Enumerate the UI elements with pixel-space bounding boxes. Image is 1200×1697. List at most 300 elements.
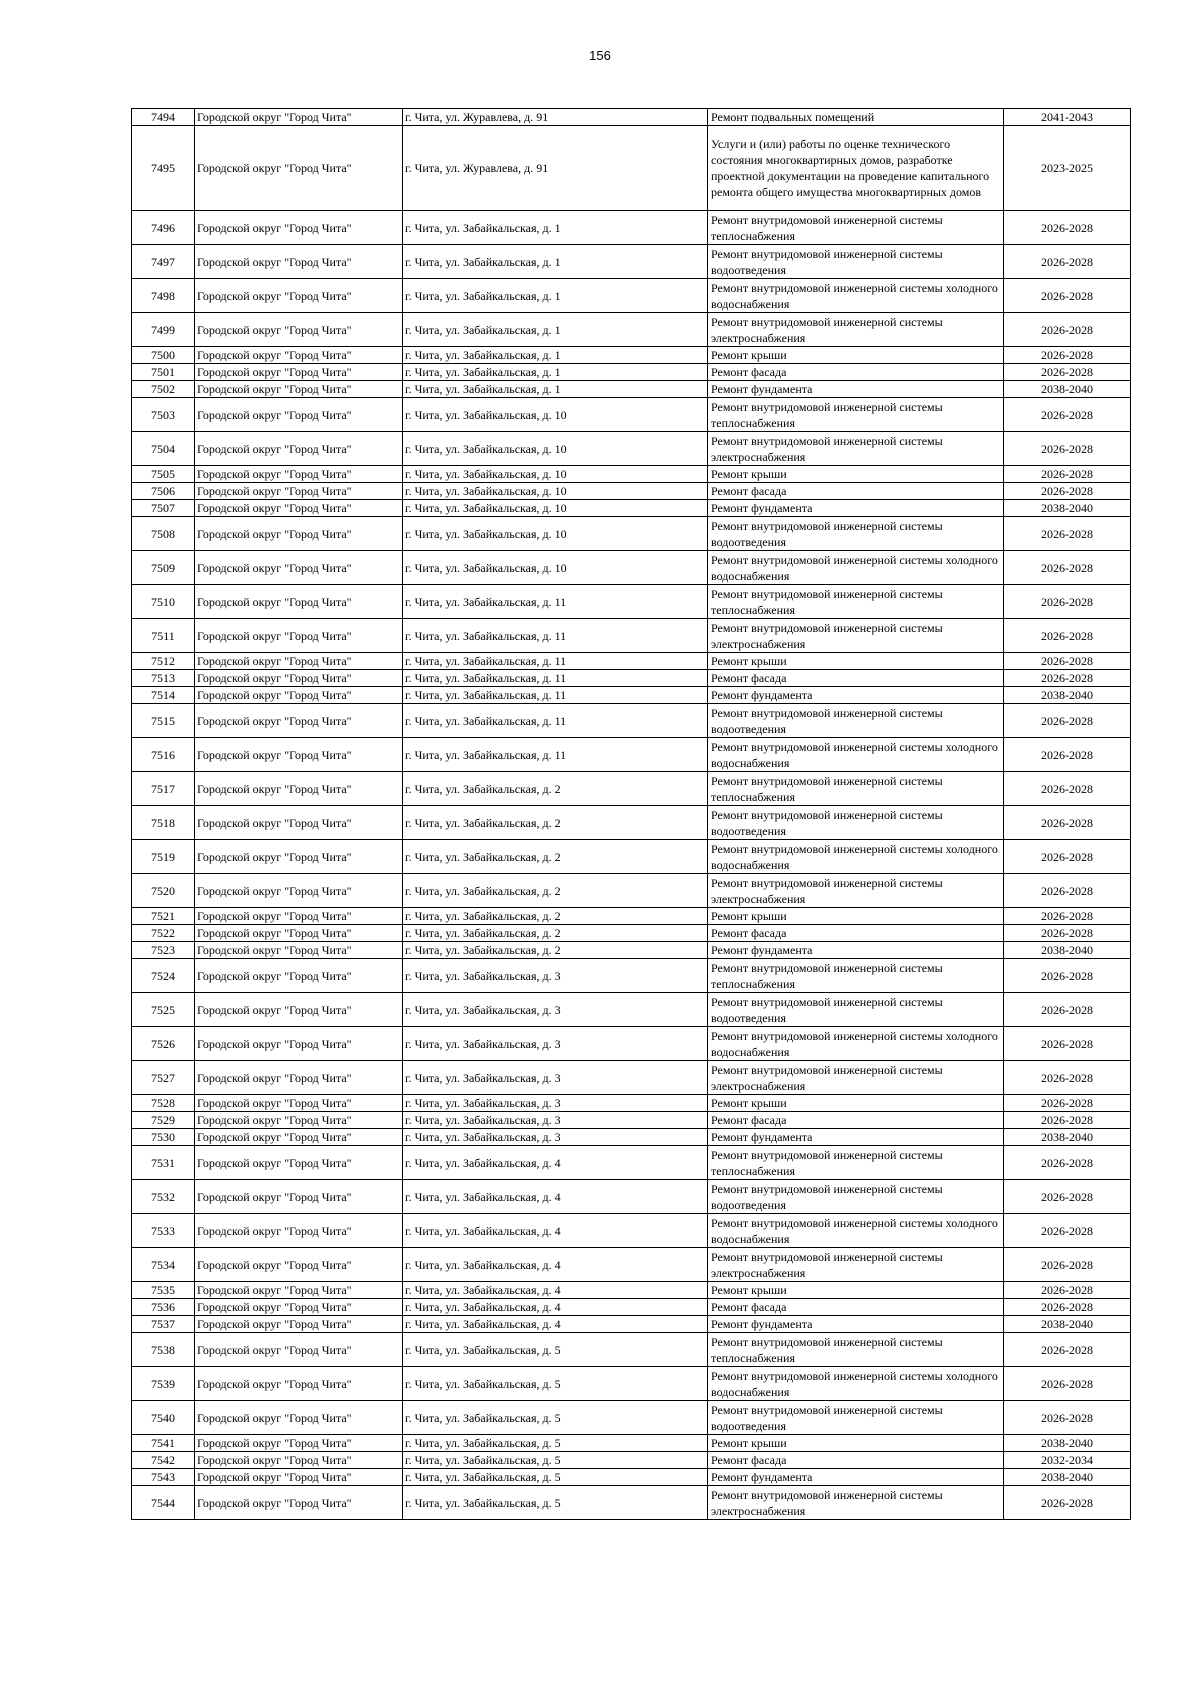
cell-number: 7507 xyxy=(132,500,195,517)
cell-number: 7501 xyxy=(132,364,195,381)
cell-district: Городской округ "Город Чита" xyxy=(195,279,403,313)
cell-district: Городской округ "Город Чита" xyxy=(195,432,403,466)
cell-district: Городской округ "Город Чита" xyxy=(195,959,403,993)
table-row xyxy=(132,1333,1131,1367)
cell-work-type: Ремонт внутридомовой инженерной системы электроснабжения xyxy=(708,1061,1004,1095)
cell-district: Городской округ "Город Чита" xyxy=(195,738,403,772)
cell-address: г. Чита, ул. Забайкальская, д. 2 xyxy=(403,942,708,959)
cell-period: 2026-2028 xyxy=(1004,364,1131,381)
table-row xyxy=(132,313,1131,347)
table-row xyxy=(132,585,1131,619)
cell-work-type: Ремонт внутридомовой инженерной системы электроснабжения xyxy=(708,874,1004,908)
table-row xyxy=(132,959,1131,993)
cell-district: Городской округ "Город Чита" xyxy=(195,483,403,500)
cell-work-type: Ремонт внутридомовой инженерной системы теплоснабжения xyxy=(708,959,1004,993)
cell-address: г. Чита, ул. Забайкальская, д. 11 xyxy=(403,738,708,772)
cell-district: Городской округ "Город Чита" xyxy=(195,109,403,126)
cell-work-type: Ремонт внутридомовой инженерной системы теплоснабжения xyxy=(708,1333,1004,1367)
cell-period: 2026-2028 xyxy=(1004,466,1131,483)
cell-district: Городской округ "Город Чита" xyxy=(195,551,403,585)
cell-number: 7510 xyxy=(132,585,195,619)
cell-district: Городской округ "Город Чита" xyxy=(195,840,403,874)
table-row xyxy=(132,381,1131,398)
table-row xyxy=(132,925,1131,942)
cell-address: г. Чита, ул. Забайкальская, д. 4 xyxy=(403,1180,708,1214)
table-row xyxy=(132,1129,1131,1146)
cell-district: Городской округ "Город Чита" xyxy=(195,1452,403,1469)
cell-number: 7528 xyxy=(132,1095,195,1112)
table-row xyxy=(132,942,1131,959)
cell-number: 7526 xyxy=(132,1027,195,1061)
table-row xyxy=(132,619,1131,653)
cell-number: 7539 xyxy=(132,1367,195,1401)
cell-work-type: Ремонт внутридомовой инженерной системы электроснабжения xyxy=(708,1486,1004,1520)
cell-period: 2026-2028 xyxy=(1004,551,1131,585)
cell-number: 7494 xyxy=(132,109,195,126)
cell-district: Городской округ "Город Чита" xyxy=(195,1299,403,1316)
cell-address: г. Чита, ул. Забайкальская, д. 4 xyxy=(403,1214,708,1248)
cell-period: 2026-2028 xyxy=(1004,670,1131,687)
cell-address: г. Чита, ул. Забайкальская, д. 10 xyxy=(403,517,708,551)
cell-work-type: Ремонт фундамента xyxy=(708,381,1004,398)
cell-work-type: Ремонт фасада xyxy=(708,925,1004,942)
cell-work-type: Ремонт внутридомовой инженерной системы электроснабжения xyxy=(708,1248,1004,1282)
table-body xyxy=(132,109,1131,1520)
cell-address: г. Чита, ул. Забайкальская, д. 1 xyxy=(403,347,708,364)
cell-work-type: Ремонт фасада xyxy=(708,364,1004,381)
cell-number: 7542 xyxy=(132,1452,195,1469)
cell-district: Городской округ "Город Чита" xyxy=(195,942,403,959)
cell-address: г. Чита, ул. Забайкальская, д. 10 xyxy=(403,500,708,517)
cell-address: г. Чита, ул. Забайкальская, д. 1 xyxy=(403,364,708,381)
cell-period: 2026-2028 xyxy=(1004,1282,1131,1299)
table-row xyxy=(132,1112,1131,1129)
table-row xyxy=(132,551,1131,585)
cell-district: Городской округ "Город Чита" xyxy=(195,585,403,619)
cell-address: г. Чита, ул. Забайкальская, д. 11 xyxy=(403,653,708,670)
cell-address: г. Чита, ул. Забайкальская, д. 5 xyxy=(403,1452,708,1469)
cell-address: г. Чита, ул. Забайкальская, д. 5 xyxy=(403,1333,708,1367)
cell-number: 7514 xyxy=(132,687,195,704)
table-row xyxy=(132,1214,1131,1248)
cell-district: Городской округ "Город Чита" xyxy=(195,1486,403,1520)
cell-period: 2026-2028 xyxy=(1004,1401,1131,1435)
cell-address: г. Чита, ул. Забайкальская, д. 5 xyxy=(403,1367,708,1401)
cell-number: 7506 xyxy=(132,483,195,500)
cell-work-type: Ремонт крыши xyxy=(708,466,1004,483)
table-row xyxy=(132,1282,1131,1299)
table-row xyxy=(132,483,1131,500)
cell-period: 2038-2040 xyxy=(1004,500,1131,517)
cell-work-type: Ремонт крыши xyxy=(708,908,1004,925)
cell-work-type: Ремонт внутридомовой инженерной системы водоотведения xyxy=(708,806,1004,840)
table-row xyxy=(132,1180,1131,1214)
cell-address: г. Чита, ул. Забайкальская, д. 5 xyxy=(403,1469,708,1486)
cell-number: 7541 xyxy=(132,1435,195,1452)
cell-number: 7534 xyxy=(132,1248,195,1282)
table-row xyxy=(132,126,1131,211)
table-row xyxy=(132,1146,1131,1180)
cell-address: г. Чита, ул. Забайкальская, д. 3 xyxy=(403,1095,708,1112)
cell-number: 7519 xyxy=(132,840,195,874)
cell-work-type: Ремонт фасада xyxy=(708,1299,1004,1316)
cell-district: Городской округ "Город Чита" xyxy=(195,1316,403,1333)
cell-address: г. Чита, ул. Забайкальская, д. 11 xyxy=(403,687,708,704)
table-row xyxy=(132,772,1131,806)
cell-period: 2026-2028 xyxy=(1004,704,1131,738)
cell-district: Городской округ "Город Чита" xyxy=(195,347,403,364)
cell-district: Городской округ "Город Чита" xyxy=(195,500,403,517)
cell-work-type: Ремонт крыши xyxy=(708,347,1004,364)
cell-address: г. Чита, ул. Журавлева, д. 91 xyxy=(403,126,708,211)
cell-period: 2026-2028 xyxy=(1004,1486,1131,1520)
cell-period: 2026-2028 xyxy=(1004,908,1131,925)
cell-district: Городской округ "Город Чита" xyxy=(195,993,403,1027)
cell-district: Городской округ "Город Чита" xyxy=(195,908,403,925)
cell-number: 7495 xyxy=(132,126,195,211)
cell-address: г. Чита, ул. Забайкальская, д. 3 xyxy=(403,1129,708,1146)
cell-period: 2026-2028 xyxy=(1004,1027,1131,1061)
cell-work-type: Ремонт внутридомовой инженерной системы теплоснабжения xyxy=(708,772,1004,806)
cell-address: г. Чита, ул. Забайкальская, д. 11 xyxy=(403,619,708,653)
cell-number: 7525 xyxy=(132,993,195,1027)
cell-number: 7505 xyxy=(132,466,195,483)
cell-work-type: Ремонт внутридомовой инженерной системы водоотведения xyxy=(708,1180,1004,1214)
cell-number: 7527 xyxy=(132,1061,195,1095)
cell-period: 2026-2028 xyxy=(1004,806,1131,840)
cell-district: Городской округ "Город Чита" xyxy=(195,1469,403,1486)
cell-period: 2026-2028 xyxy=(1004,1299,1131,1316)
cell-number: 7522 xyxy=(132,925,195,942)
cell-district: Городской округ "Город Чита" xyxy=(195,364,403,381)
repair-schedule-table xyxy=(131,108,1131,1520)
cell-work-type: Ремонт внутридомовой инженерной системы водоотведения xyxy=(708,517,1004,551)
cell-work-type: Ремонт внутридомовой инженерной системы теплоснабжения xyxy=(708,398,1004,432)
cell-work-type: Ремонт подвальных помещений xyxy=(708,109,1004,126)
cell-number: 7512 xyxy=(132,653,195,670)
cell-district: Городской округ "Город Чита" xyxy=(195,1282,403,1299)
table-row xyxy=(132,806,1131,840)
cell-district: Городской округ "Город Чита" xyxy=(195,1027,403,1061)
cell-address: г. Чита, ул. Забайкальская, д. 1 xyxy=(403,211,708,245)
table-row xyxy=(132,517,1131,551)
cell-work-type: Ремонт крыши xyxy=(708,653,1004,670)
cell-number: 7504 xyxy=(132,432,195,466)
cell-address: г. Чита, ул. Забайкальская, д. 2 xyxy=(403,772,708,806)
cell-district: Городской округ "Город Чита" xyxy=(195,704,403,738)
cell-district: Городской округ "Город Чита" xyxy=(195,925,403,942)
cell-period: 2026-2028 xyxy=(1004,279,1131,313)
cell-period: 2026-2028 xyxy=(1004,619,1131,653)
cell-address: г. Чита, ул. Забайкальская, д. 4 xyxy=(403,1248,708,1282)
cell-address: г. Чита, ул. Забайкальская, д. 2 xyxy=(403,908,708,925)
cell-period: 2026-2028 xyxy=(1004,1214,1131,1248)
page-number: 156 xyxy=(589,48,611,63)
table-row xyxy=(132,211,1131,245)
cell-address: г. Чита, ул. Забайкальская, д. 10 xyxy=(403,398,708,432)
cell-period: 2026-2028 xyxy=(1004,398,1131,432)
cell-work-type: Ремонт фундамента xyxy=(708,1316,1004,1333)
cell-period: 2038-2040 xyxy=(1004,381,1131,398)
cell-address: г. Чита, ул. Забайкальская, д. 1 xyxy=(403,245,708,279)
cell-number: 7529 xyxy=(132,1112,195,1129)
cell-number: 7516 xyxy=(132,738,195,772)
cell-number: 7544 xyxy=(132,1486,195,1520)
cell-period: 2041-2043 xyxy=(1004,109,1131,126)
cell-district: Городской округ "Город Чита" xyxy=(195,381,403,398)
cell-address: г. Чита, ул. Забайкальская, д. 11 xyxy=(403,704,708,738)
table-row xyxy=(132,1095,1131,1112)
cell-address: г. Чита, ул. Забайкальская, д. 4 xyxy=(403,1299,708,1316)
cell-period: 2026-2028 xyxy=(1004,959,1131,993)
cell-address: г. Чита, ул. Забайкальская, д. 1 xyxy=(403,313,708,347)
cell-district: Городской округ "Город Чита" xyxy=(195,1112,403,1129)
table-row xyxy=(132,908,1131,925)
cell-address: г. Чита, ул. Забайкальская, д. 10 xyxy=(403,483,708,500)
cell-number: 7532 xyxy=(132,1180,195,1214)
table-row xyxy=(132,466,1131,483)
cell-district: Городской округ "Город Чита" xyxy=(195,245,403,279)
cell-district: Городской округ "Город Чита" xyxy=(195,670,403,687)
cell-period: 2026-2028 xyxy=(1004,925,1131,942)
cell-district: Городской округ "Город Чита" xyxy=(195,126,403,211)
cell-number: 7530 xyxy=(132,1129,195,1146)
cell-address: г. Чита, ул. Забайкальская, д. 2 xyxy=(403,806,708,840)
cell-district: Городской округ "Город Чита" xyxy=(195,1401,403,1435)
cell-number: 7509 xyxy=(132,551,195,585)
cell-number: 7500 xyxy=(132,347,195,364)
cell-number: 7496 xyxy=(132,211,195,245)
cell-period: 2038-2040 xyxy=(1004,942,1131,959)
cell-work-type: Ремонт крыши xyxy=(708,1095,1004,1112)
cell-work-type: Ремонт фасада xyxy=(708,483,1004,500)
cell-address: г. Чита, ул. Забайкальская, д. 10 xyxy=(403,432,708,466)
cell-work-type: Ремонт фундамента xyxy=(708,942,1004,959)
cell-number: 7535 xyxy=(132,1282,195,1299)
table-row xyxy=(132,109,1131,126)
cell-district: Городской округ "Город Чита" xyxy=(195,874,403,908)
cell-district: Городской округ "Город Чита" xyxy=(195,1180,403,1214)
table-row xyxy=(132,704,1131,738)
cell-address: г. Чита, ул. Забайкальская, д. 1 xyxy=(403,381,708,398)
table-row xyxy=(132,347,1131,364)
cell-work-type: Ремонт внутридомовой инженерной системы водоотведения xyxy=(708,993,1004,1027)
cell-work-type: Ремонт внутридомовой инженерной системы холодного водоснабжения xyxy=(708,738,1004,772)
cell-period: 2038-2040 xyxy=(1004,687,1131,704)
cell-number: 7531 xyxy=(132,1146,195,1180)
cell-period: 2026-2028 xyxy=(1004,1248,1131,1282)
table-row xyxy=(132,653,1131,670)
cell-district: Городской округ "Город Чита" xyxy=(195,1214,403,1248)
cell-period: 2026-2028 xyxy=(1004,993,1131,1027)
cell-work-type: Ремонт фундамента xyxy=(708,1469,1004,1486)
cell-address: г. Чита, ул. Забайкальская, д. 4 xyxy=(403,1146,708,1180)
cell-period: 2023-2025 xyxy=(1004,126,1131,211)
cell-work-type: Ремонт внутридомовой инженерной системы теплоснабжения xyxy=(708,1146,1004,1180)
cell-work-type: Ремонт крыши xyxy=(708,1435,1004,1452)
cell-number: 7540 xyxy=(132,1401,195,1435)
cell-number: 7543 xyxy=(132,1469,195,1486)
cell-period: 2026-2028 xyxy=(1004,517,1131,551)
cell-work-type: Услуги и (или) работы по оценке технического состояния многоквартирных домов, разработке проектной документации на проведение капитального ремонта общего имущества многоквартирных домов xyxy=(708,126,1004,211)
cell-number: 7518 xyxy=(132,806,195,840)
cell-number: 7521 xyxy=(132,908,195,925)
cell-number: 7499 xyxy=(132,313,195,347)
cell-number: 7524 xyxy=(132,959,195,993)
cell-address: г. Чита, ул. Забайкальская, д. 5 xyxy=(403,1435,708,1452)
cell-address: г. Чита, ул. Забайкальская, д. 11 xyxy=(403,670,708,687)
table-row xyxy=(132,1027,1131,1061)
cell-district: Городской округ "Город Чита" xyxy=(195,1248,403,1282)
cell-work-type: Ремонт внутридомовой инженерной системы холодного водоснабжения xyxy=(708,279,1004,313)
cell-period: 2026-2028 xyxy=(1004,772,1131,806)
cell-district: Городской округ "Город Чита" xyxy=(195,687,403,704)
cell-district: Городской округ "Город Чита" xyxy=(195,1129,403,1146)
cell-number: 7517 xyxy=(132,772,195,806)
table-row xyxy=(132,500,1131,517)
cell-period: 2026-2028 xyxy=(1004,1180,1131,1214)
cell-address: г. Чита, ул. Забайкальская, д. 2 xyxy=(403,925,708,942)
cell-period: 2026-2028 xyxy=(1004,653,1131,670)
table-row xyxy=(132,687,1131,704)
cell-district: Городской округ "Город Чита" xyxy=(195,1333,403,1367)
cell-address: г. Чита, ул. Журавлева, д. 91 xyxy=(403,109,708,126)
cell-period: 2026-2028 xyxy=(1004,1146,1131,1180)
cell-number: 7511 xyxy=(132,619,195,653)
cell-number: 7523 xyxy=(132,942,195,959)
table-row xyxy=(132,738,1131,772)
cell-district: Городской округ "Город Чита" xyxy=(195,653,403,670)
cell-work-type: Ремонт внутридомовой инженерной системы холодного водоснабжения xyxy=(708,551,1004,585)
cell-period: 2026-2028 xyxy=(1004,840,1131,874)
table-row xyxy=(132,670,1131,687)
table-row xyxy=(132,993,1131,1027)
cell-period: 2026-2028 xyxy=(1004,313,1131,347)
cell-period: 2032-2034 xyxy=(1004,1452,1131,1469)
cell-period: 2038-2040 xyxy=(1004,1129,1131,1146)
cell-period: 2038-2040 xyxy=(1004,1435,1131,1452)
cell-work-type: Ремонт внутридомовой инженерной системы теплоснабжения xyxy=(708,585,1004,619)
cell-work-type: Ремонт внутридомовой инженерной системы холодного водоснабжения xyxy=(708,840,1004,874)
cell-address: г. Чита, ул. Забайкальская, д. 11 xyxy=(403,585,708,619)
cell-work-type: Ремонт внутридомовой инженерной системы водоотведения xyxy=(708,1401,1004,1435)
cell-number: 7502 xyxy=(132,381,195,398)
cell-work-type: Ремонт внутридомовой инженерной системы холодного водоснабжения xyxy=(708,1367,1004,1401)
table-row xyxy=(132,1299,1131,1316)
cell-address: г. Чита, ул. Забайкальская, д. 3 xyxy=(403,993,708,1027)
cell-address: г. Чита, ул. Забайкальская, д. 3 xyxy=(403,1112,708,1129)
table-row xyxy=(132,432,1131,466)
cell-address: г. Чита, ул. Забайкальская, д. 3 xyxy=(403,1027,708,1061)
cell-number: 7538 xyxy=(132,1333,195,1367)
table-row xyxy=(132,1486,1131,1520)
cell-work-type: Ремонт внутридомовой инженерной системы электроснабжения xyxy=(708,432,1004,466)
cell-number: 7503 xyxy=(132,398,195,432)
cell-number: 7498 xyxy=(132,279,195,313)
cell-district: Городской округ "Город Чита" xyxy=(195,517,403,551)
table-row xyxy=(132,1367,1131,1401)
table-row xyxy=(132,1469,1131,1486)
cell-work-type: Ремонт фундамента xyxy=(708,687,1004,704)
cell-period: 2026-2028 xyxy=(1004,874,1131,908)
cell-period: 2026-2028 xyxy=(1004,1095,1131,1112)
cell-number: 7520 xyxy=(132,874,195,908)
table-row xyxy=(132,1401,1131,1435)
cell-district: Городской округ "Город Чита" xyxy=(195,211,403,245)
cell-address: г. Чита, ул. Забайкальская, д. 4 xyxy=(403,1282,708,1299)
table-row xyxy=(132,1452,1131,1469)
cell-work-type: Ремонт фундамента xyxy=(708,500,1004,517)
cell-work-type: Ремонт фасада xyxy=(708,670,1004,687)
cell-work-type: Ремонт фундамента xyxy=(708,1129,1004,1146)
cell-period: 2026-2028 xyxy=(1004,347,1131,364)
cell-address: г. Чита, ул. Забайкальская, д. 2 xyxy=(403,840,708,874)
cell-period: 2026-2028 xyxy=(1004,585,1131,619)
cell-district: Городской округ "Город Чита" xyxy=(195,1367,403,1401)
cell-period: 2026-2028 xyxy=(1004,1333,1131,1367)
cell-number: 7513 xyxy=(132,670,195,687)
cell-number: 7508 xyxy=(132,517,195,551)
table-row xyxy=(132,245,1131,279)
table-row xyxy=(132,1435,1131,1452)
cell-work-type: Ремонт внутридомовой инженерной системы электроснабжения xyxy=(708,313,1004,347)
cell-work-type: Ремонт внутридомовой инженерной системы водоотведения xyxy=(708,245,1004,279)
cell-work-type: Ремонт фасада xyxy=(708,1452,1004,1469)
cell-number: 7515 xyxy=(132,704,195,738)
cell-address: г. Чита, ул. Забайкальская, д. 3 xyxy=(403,959,708,993)
cell-address: г. Чита, ул. Забайкальская, д. 5 xyxy=(403,1486,708,1520)
cell-period: 2026-2028 xyxy=(1004,1367,1131,1401)
cell-work-type: Ремонт фасада xyxy=(708,1112,1004,1129)
cell-number: 7533 xyxy=(132,1214,195,1248)
cell-period: 2026-2028 xyxy=(1004,245,1131,279)
table-row xyxy=(132,1061,1131,1095)
cell-work-type: Ремонт внутридомовой инженерной системы электроснабжения xyxy=(708,619,1004,653)
cell-period: 2026-2028 xyxy=(1004,1061,1131,1095)
cell-district: Городской округ "Город Чита" xyxy=(195,1146,403,1180)
cell-period: 2038-2040 xyxy=(1004,1316,1131,1333)
cell-period: 2026-2028 xyxy=(1004,483,1131,500)
cell-work-type: Ремонт крыши xyxy=(708,1282,1004,1299)
cell-district: Городской округ "Город Чита" xyxy=(195,313,403,347)
cell-district: Городской округ "Город Чита" xyxy=(195,619,403,653)
cell-district: Городской округ "Город Чита" xyxy=(195,466,403,483)
cell-address: г. Чита, ул. Забайкальская, д. 10 xyxy=(403,551,708,585)
table-row xyxy=(132,1316,1131,1333)
cell-period: 2026-2028 xyxy=(1004,211,1131,245)
cell-address: г. Чита, ул. Забайкальская, д. 5 xyxy=(403,1401,708,1435)
cell-period: 2026-2028 xyxy=(1004,432,1131,466)
cell-district: Городской округ "Город Чита" xyxy=(195,398,403,432)
cell-district: Городской округ "Город Чита" xyxy=(195,1061,403,1095)
cell-period: 2038-2040 xyxy=(1004,1469,1131,1486)
cell-address: г. Чита, ул. Забайкальская, д. 2 xyxy=(403,874,708,908)
cell-district: Городской округ "Город Чита" xyxy=(195,1095,403,1112)
cell-address: г. Чита, ул. Забайкальская, д. 10 xyxy=(403,466,708,483)
table-row xyxy=(132,279,1131,313)
cell-period: 2026-2028 xyxy=(1004,1112,1131,1129)
table-row xyxy=(132,840,1131,874)
cell-address: г. Чита, ул. Забайкальская, д. 3 xyxy=(403,1061,708,1095)
table-row xyxy=(132,874,1131,908)
cell-number: 7537 xyxy=(132,1316,195,1333)
cell-work-type: Ремонт внутридомовой инженерной системы холодного водоснабжения xyxy=(708,1027,1004,1061)
cell-district: Городской округ "Город Чита" xyxy=(195,1435,403,1452)
table-row xyxy=(132,1248,1131,1282)
cell-district: Городской округ "Город Чита" xyxy=(195,806,403,840)
cell-district: Городской округ "Город Чита" xyxy=(195,772,403,806)
cell-work-type: Ремонт внутридомовой инженерной системы теплоснабжения xyxy=(708,211,1004,245)
